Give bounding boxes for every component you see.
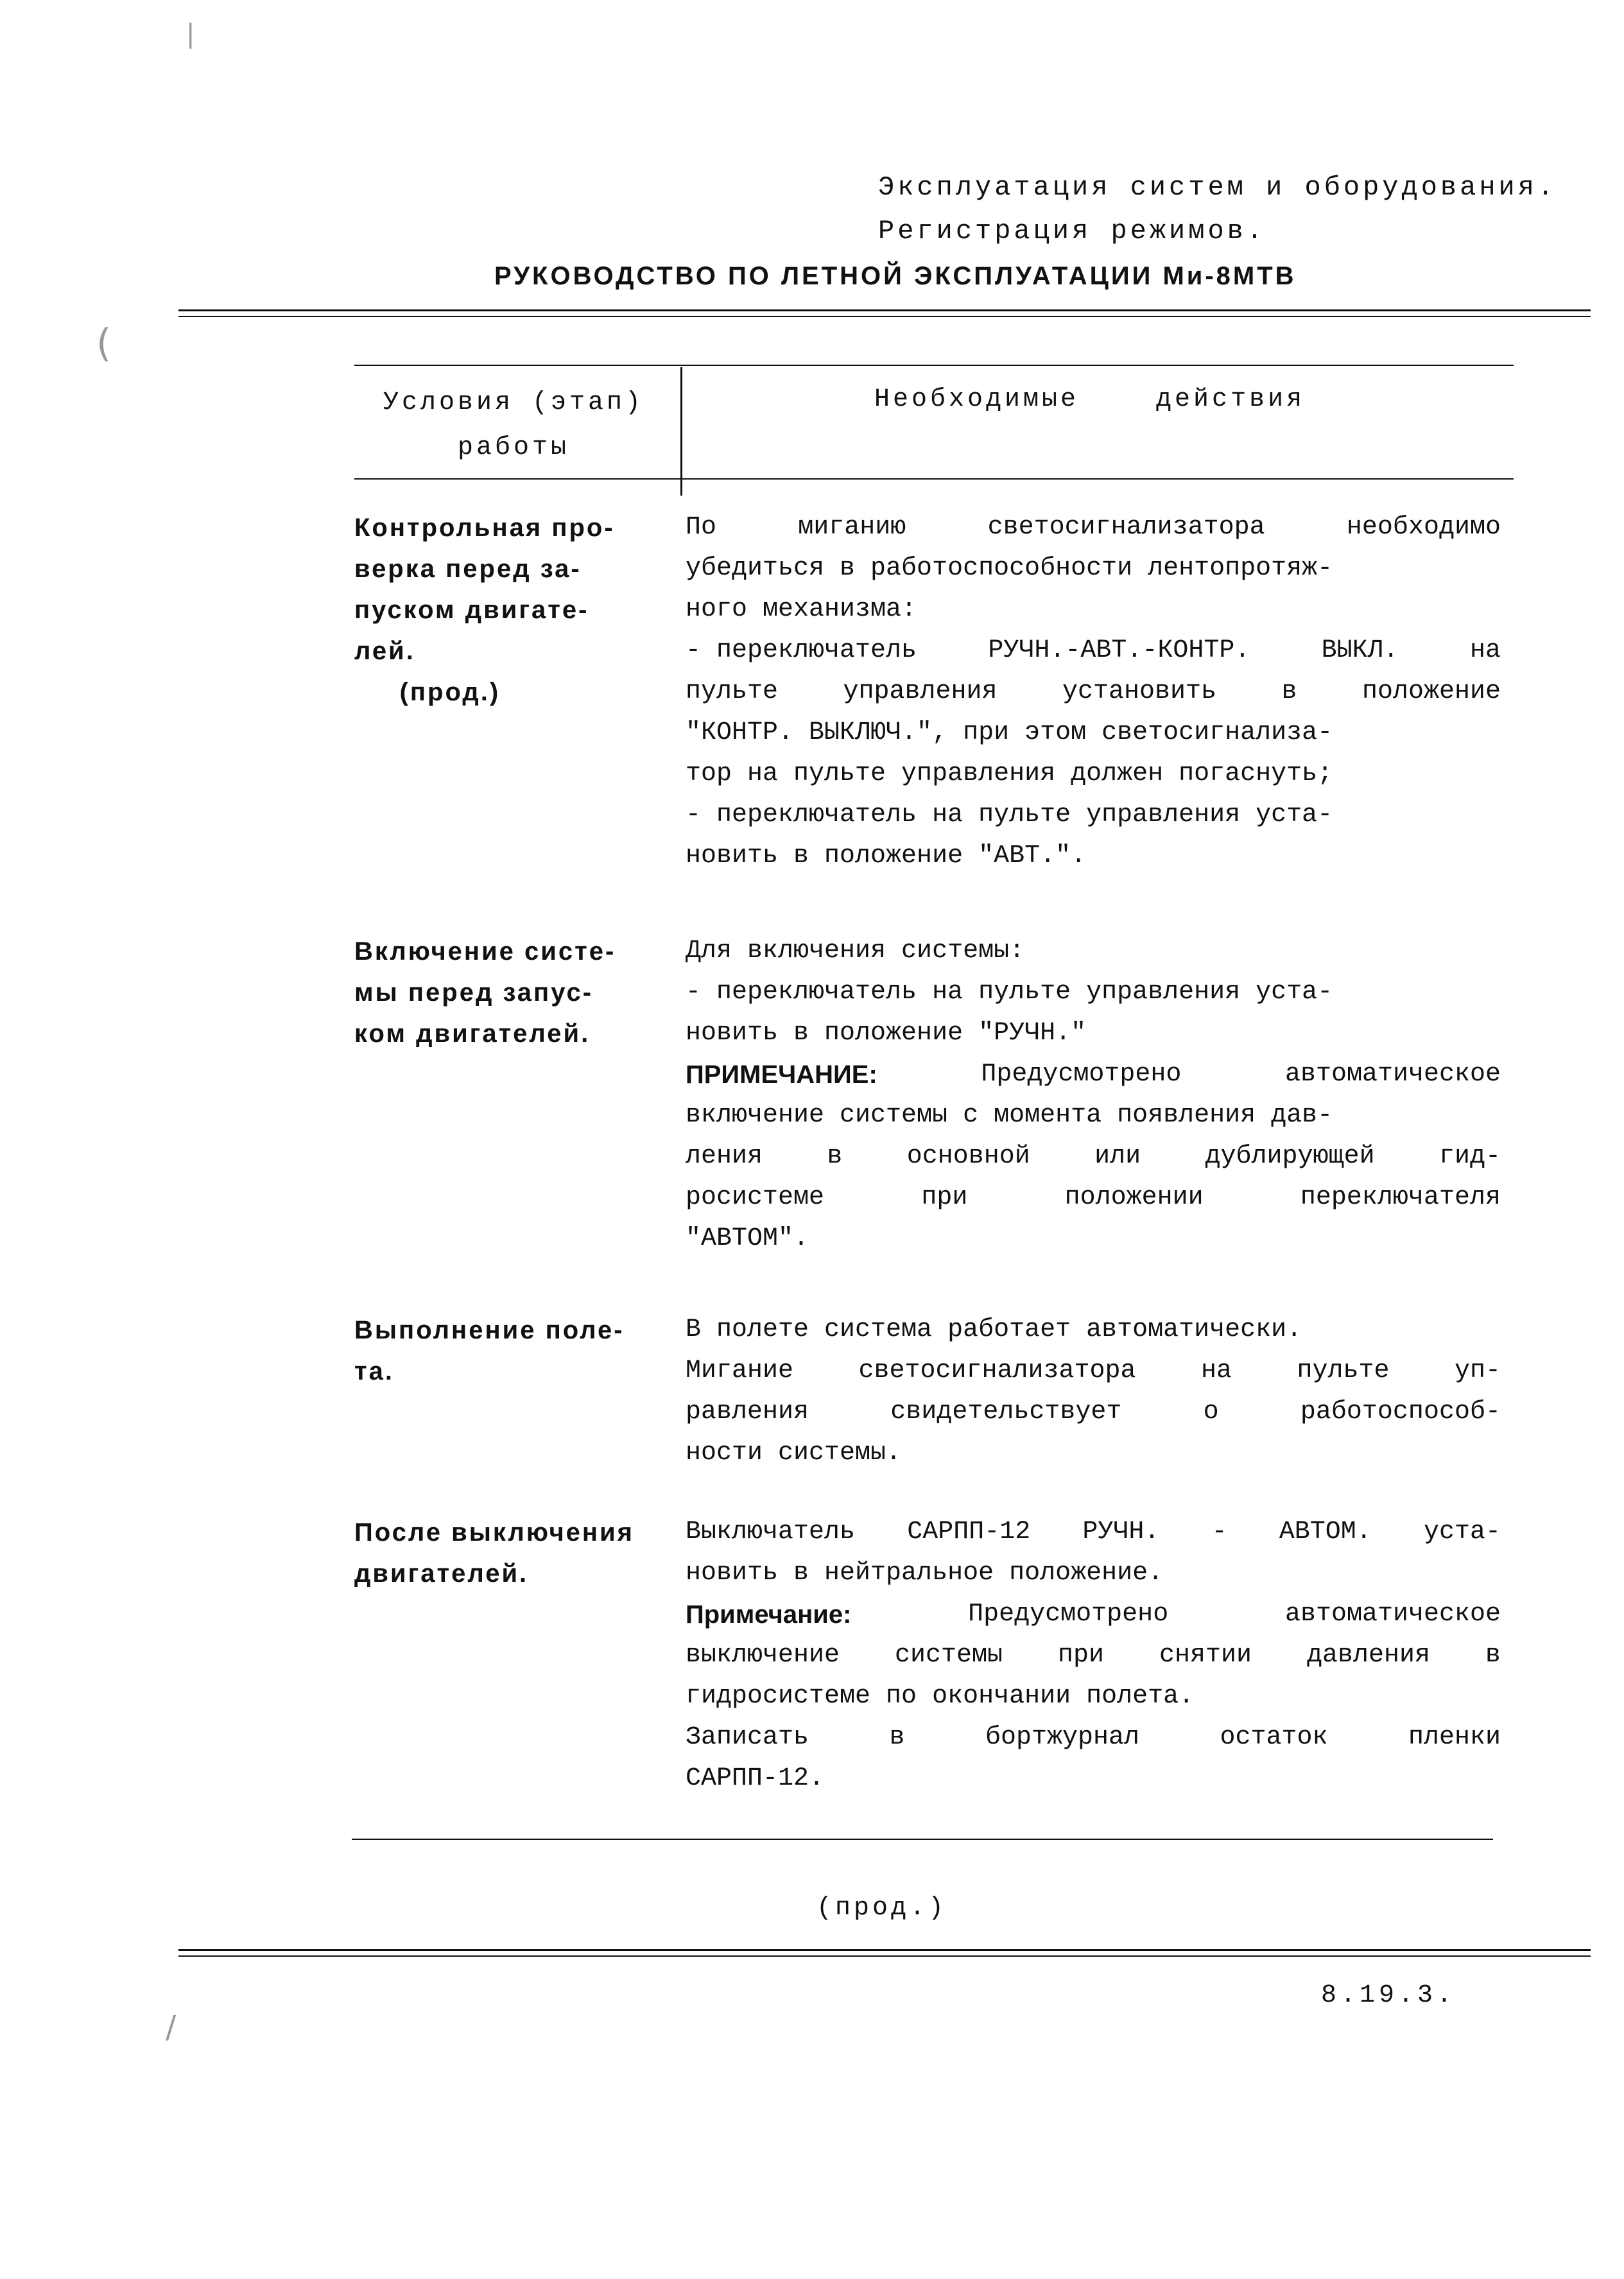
action-text: светосигнализатора: [858, 1356, 1136, 1385]
action-text: на: [1201, 1356, 1232, 1385]
action-line: [686, 836, 1501, 877]
action-text: убедиться в работоспособности лентопротяж-: [686, 554, 1333, 583]
action-line: [686, 1392, 1501, 1433]
action-line: [686, 1218, 1501, 1260]
action-text: светосигнализатора: [987, 513, 1265, 542]
action-line: [686, 795, 1501, 836]
action-text: ности системы.: [686, 1439, 902, 1468]
footer-rule-top: [178, 1949, 1591, 1951]
action-text: Записать: [686, 1723, 809, 1752]
action-text: выключение: [686, 1641, 840, 1670]
condition-line: верка перед за-: [354, 555, 582, 583]
condition-line: та.: [354, 1357, 394, 1385]
action-text: о: [1203, 1398, 1219, 1426]
row-condition: [354, 507, 615, 713]
header-line-2: Регистрация режимов.: [878, 216, 1266, 247]
condition-line: Включение систе-: [354, 937, 616, 966]
action-text: снятии: [1159, 1641, 1252, 1670]
action-line: [686, 1095, 1501, 1136]
action-text: положении: [1064, 1183, 1204, 1212]
action-line: [686, 589, 1501, 630]
action-text: пульте: [686, 677, 779, 706]
action-line: [686, 1054, 1501, 1095]
action-text: росистеме: [686, 1183, 825, 1212]
action-text: в: [827, 1142, 843, 1171]
action-line: [686, 713, 1501, 754]
action-text: "КОНТР. ВЫКЛЮЧ.", при этом светосигнализа-: [686, 718, 1333, 747]
column-head-actions-2: действия: [1156, 385, 1306, 414]
page-number: 8.19.3.: [1321, 1981, 1456, 2010]
action-text: новить в нейтральное положение.: [686, 1559, 1164, 1588]
action-text: САРПП-12: [907, 1518, 1031, 1547]
action-text: - переключатель: [686, 636, 917, 665]
row-condition: [354, 931, 616, 1054]
action-text: автоматическое: [1284, 1600, 1501, 1629]
action-line: [686, 1676, 1501, 1717]
header-rule-top: [178, 309, 1591, 311]
action-text: гидросистеме по окончании полета.: [686, 1682, 1195, 1711]
action-text: пульте: [1297, 1356, 1390, 1385]
action-text: - переключатель на пульте управления уста-: [686, 978, 1333, 1007]
action-text: переключателя: [1300, 1183, 1501, 1212]
action-line: [686, 972, 1501, 1013]
action-line: [686, 672, 1501, 713]
action-text: Мигание: [686, 1356, 794, 1385]
action-text: -: [1211, 1518, 1227, 1547]
table-bottom-rule: [352, 1839, 1493, 1840]
action-line: [686, 1013, 1501, 1054]
action-text: необходимо: [1346, 513, 1501, 542]
table-head-rule-bottom: [354, 478, 1514, 480]
action-text: ПРИМЕЧАНИЕ:: [686, 1061, 877, 1089]
action-text: Выключатель: [686, 1518, 856, 1547]
action-text: системы: [895, 1641, 1003, 1670]
action-text: ВЫКЛ.: [1321, 636, 1399, 665]
action-text: ного механизма:: [686, 595, 917, 624]
action-text: Для включения системы:: [686, 937, 1025, 966]
action-text: бортжурнал: [985, 1723, 1139, 1752]
action-text: миганию: [798, 513, 906, 542]
row-action: [686, 507, 1501, 877]
action-text: дублирующей: [1205, 1142, 1375, 1171]
action-line: [686, 1758, 1501, 1799]
action-line: [686, 931, 1501, 972]
action-line: [686, 1635, 1501, 1676]
action-text: По: [686, 513, 717, 542]
condition-line: лей.: [354, 637, 415, 665]
action-text: уста-: [1423, 1518, 1501, 1547]
action-text: остаток: [1220, 1723, 1328, 1752]
action-text: новить в положение "АВТ.".: [686, 842, 1087, 871]
action-text: в: [889, 1723, 905, 1752]
condition-line: пуском двигате-: [354, 596, 589, 624]
action-line: [686, 1594, 1501, 1635]
row-action: [686, 1310, 1501, 1474]
column-head-conditions-1: Условия (этап): [383, 388, 644, 417]
action-line: [686, 1553, 1501, 1594]
column-head-actions: [874, 385, 1305, 414]
action-text: уп-: [1454, 1356, 1501, 1385]
action-text: автоматическое: [1284, 1060, 1501, 1089]
document-title: РУКОВОДСТВО ПО ЛЕТНОЙ ЭКСПЛУАТАЦИИ Ми-8МТВ: [494, 262, 1297, 290]
action-text: В полете система работает автоматически.: [686, 1315, 1302, 1344]
action-text: установить: [1062, 677, 1217, 706]
condition-line: (прод.): [354, 678, 501, 706]
action-line: [686, 507, 1501, 548]
action-text: включение системы с момента появления дав-: [686, 1101, 1333, 1130]
action-text: или: [1094, 1142, 1141, 1171]
action-line: [686, 1512, 1501, 1553]
action-text: основной: [906, 1142, 1030, 1171]
table-head-rule-top: [354, 365, 1514, 366]
action-text: АВТОМ.: [1279, 1518, 1372, 1547]
action-text: Предусмотрено: [968, 1600, 1169, 1629]
action-text: "АВТОМ".: [686, 1224, 809, 1253]
action-text: положение: [1361, 677, 1501, 706]
action-text: РУЧН.-АВТ.-КОНТР.: [988, 636, 1250, 665]
action-line: [686, 630, 1501, 672]
action-text: новить в положение "РУЧН.": [686, 1019, 1087, 1048]
condition-line: мы перед запус-: [354, 978, 594, 1007]
column-divider: [680, 367, 682, 496]
action-text: в: [1281, 677, 1297, 706]
action-text: давления: [1306, 1641, 1430, 1670]
action-text: тор на пульте управления должен погаснуть;: [686, 759, 1333, 788]
action-line: [686, 1136, 1501, 1177]
action-line: [686, 1177, 1501, 1218]
scan-mark: /: [166, 2009, 177, 2045]
row-condition: [354, 1310, 625, 1392]
action-line: [686, 1717, 1501, 1758]
scan-mark: (: [96, 321, 112, 366]
action-text: - переключатель на пульте управления уста-: [686, 801, 1333, 829]
action-text: Примечание:: [686, 1600, 852, 1629]
condition-line: двигателей.: [354, 1559, 529, 1588]
continued-note: (прод.): [816, 1894, 947, 1923]
action-line: [686, 754, 1501, 795]
action-text: при: [1057, 1641, 1104, 1670]
action-line: [686, 1310, 1501, 1351]
action-text: РУЧН.: [1082, 1518, 1160, 1547]
action-line: [686, 548, 1501, 589]
action-text: пленки: [1408, 1723, 1501, 1752]
action-text: при: [921, 1183, 968, 1212]
action-text: работоспособ-: [1300, 1398, 1501, 1426]
action-text: ления: [686, 1142, 763, 1171]
header-line-1: Эксплуатация систем и оборудования.: [878, 172, 1557, 203]
action-text: Предусмотрено: [981, 1060, 1182, 1089]
action-line: [686, 1433, 1501, 1474]
scan-mark: |: [186, 19, 195, 49]
row-condition: [354, 1512, 634, 1594]
condition-line: После выключения: [354, 1518, 635, 1547]
action-text: управления: [843, 677, 998, 706]
action-text: свидетельствует: [890, 1398, 1122, 1426]
row-action: [686, 931, 1501, 1260]
action-text: гид-: [1438, 1142, 1501, 1171]
action-text: САРПП-12.: [686, 1764, 825, 1793]
header-rule-bottom: [178, 316, 1591, 317]
action-text: в: [1485, 1641, 1501, 1670]
action-line: [686, 1351, 1501, 1392]
column-head-conditions-2: работы: [457, 433, 570, 462]
condition-line: ком двигателей.: [354, 1019, 591, 1048]
column-head-actions-1: Необходимые: [874, 385, 1080, 414]
condition-line: Выполнение поле-: [354, 1316, 625, 1344]
condition-line: Контрольная про-: [354, 514, 615, 542]
action-text: на: [1469, 636, 1501, 665]
footer-rule-bottom: [178, 1955, 1591, 1957]
row-action: [686, 1512, 1501, 1799]
action-text: равления: [686, 1398, 809, 1426]
